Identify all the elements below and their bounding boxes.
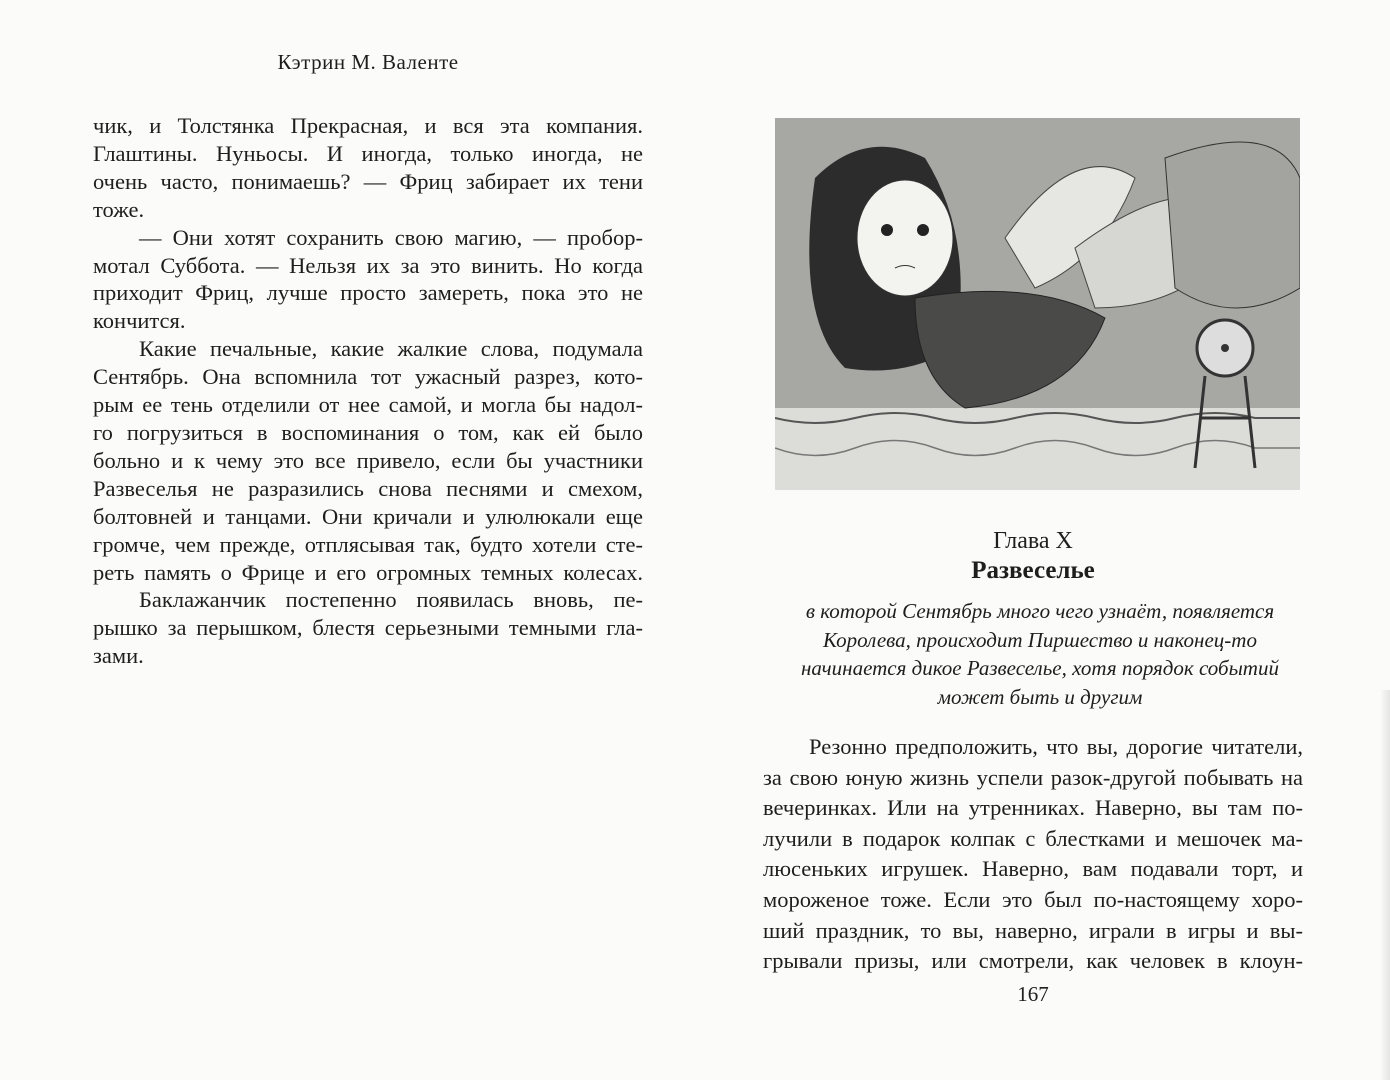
text-line: мороженое тоже. Если это был по-настоящему хоро- bbox=[763, 886, 1303, 912]
text-line: рым ее тень отделили от нее самой, и могла бы надол- bbox=[93, 392, 643, 418]
text-line: за свою юную жизнь успели разок-другой побывать на bbox=[763, 764, 1303, 790]
subtitle-line: начинается дикое Развеселье, хотя порядок событий bbox=[801, 656, 1279, 680]
body-text bbox=[93, 112, 643, 670]
subtitle-line: Королева, происходит Пиршество и наконец-то bbox=[823, 627, 1257, 652]
text-line: люсеньких игрушек. Наверно, вам подавали торт, и bbox=[763, 856, 1303, 882]
text-line: тоже. bbox=[93, 196, 145, 222]
text-line: лучили в подарок колпак с блестками и мешочек ма- bbox=[763, 825, 1303, 851]
text-line: Глаштины. Нуньосы. И иногда, только иногда, не bbox=[93, 140, 643, 166]
text-line: больно и к чему это все привело, если бы участники bbox=[93, 447, 643, 473]
text-line: громче, чем прежде, отплясывая так, будто хотели сте- bbox=[93, 531, 643, 557]
text-line: — Они хотят сохранить свою магию, — пробор- bbox=[139, 224, 643, 250]
body-text bbox=[763, 732, 1303, 977]
text-line: Сентябрь. Она вспомнила тот ужасный разрез, кото- bbox=[93, 364, 643, 390]
text-line: ший праздник, то вы, наверно, играли в игры и вы- bbox=[763, 917, 1303, 943]
right-page bbox=[695, 0, 1390, 1080]
text-line: зами. bbox=[93, 643, 144, 669]
text-line: рышко за перышком, блестя серьезными темными гла- bbox=[93, 615, 643, 641]
text-line: Баклажанчик постепенно появилась вновь, пе- bbox=[139, 587, 643, 613]
text-line: реть память о Фрице и его огромных темных колесах. bbox=[93, 559, 643, 585]
chapter-title: Развеселье bbox=[971, 557, 1095, 584]
text-line: Резонно предположить, что вы, дорогие читатели, bbox=[809, 734, 1303, 759]
page-edge-shadow bbox=[1380, 690, 1390, 1080]
page-number: 167 bbox=[1017, 982, 1049, 1006]
running-head: Кэтрин М. Валенте bbox=[277, 50, 459, 74]
chapter-number: Глава X bbox=[993, 528, 1073, 554]
text-line: болтовней и танцами. Они кричали и улюлюкали еще bbox=[93, 503, 643, 529]
text-line: приходит Фриц, лучше просто замереть, пока это не bbox=[93, 280, 643, 306]
subtitle-line: может быть и другим bbox=[937, 684, 1143, 709]
text-line: мотал Суббота. — Нельзя их за это винить. Но когда bbox=[93, 252, 643, 278]
chapter-illustration bbox=[775, 118, 1300, 490]
subtitle-line: в которой Сентябрь много чего узнаёт, появляется bbox=[805, 599, 1275, 623]
text-line: чик, и Толстянка Прекрасная, и вся эта компания. bbox=[93, 113, 643, 138]
text-line: очень часто, понимаешь? — Фриц забирает их тени bbox=[93, 168, 643, 194]
text-line: Какие печальные, какие жалкие слова, подумала bbox=[139, 336, 643, 362]
chapter-subtitle bbox=[735, 597, 1345, 711]
text-line: кончится. bbox=[93, 308, 186, 334]
text-line: вечеринках. Или на утренниках. Наверно, вы там по- bbox=[763, 795, 1303, 821]
text-line: грывали призы, или смотрели, как человек в клоун- bbox=[763, 948, 1303, 974]
text-line: Развеселья не разразились снова песнями и смехом, bbox=[93, 475, 643, 501]
text-line: го погрузиться в воспоминания о том, как ей было bbox=[93, 419, 643, 445]
